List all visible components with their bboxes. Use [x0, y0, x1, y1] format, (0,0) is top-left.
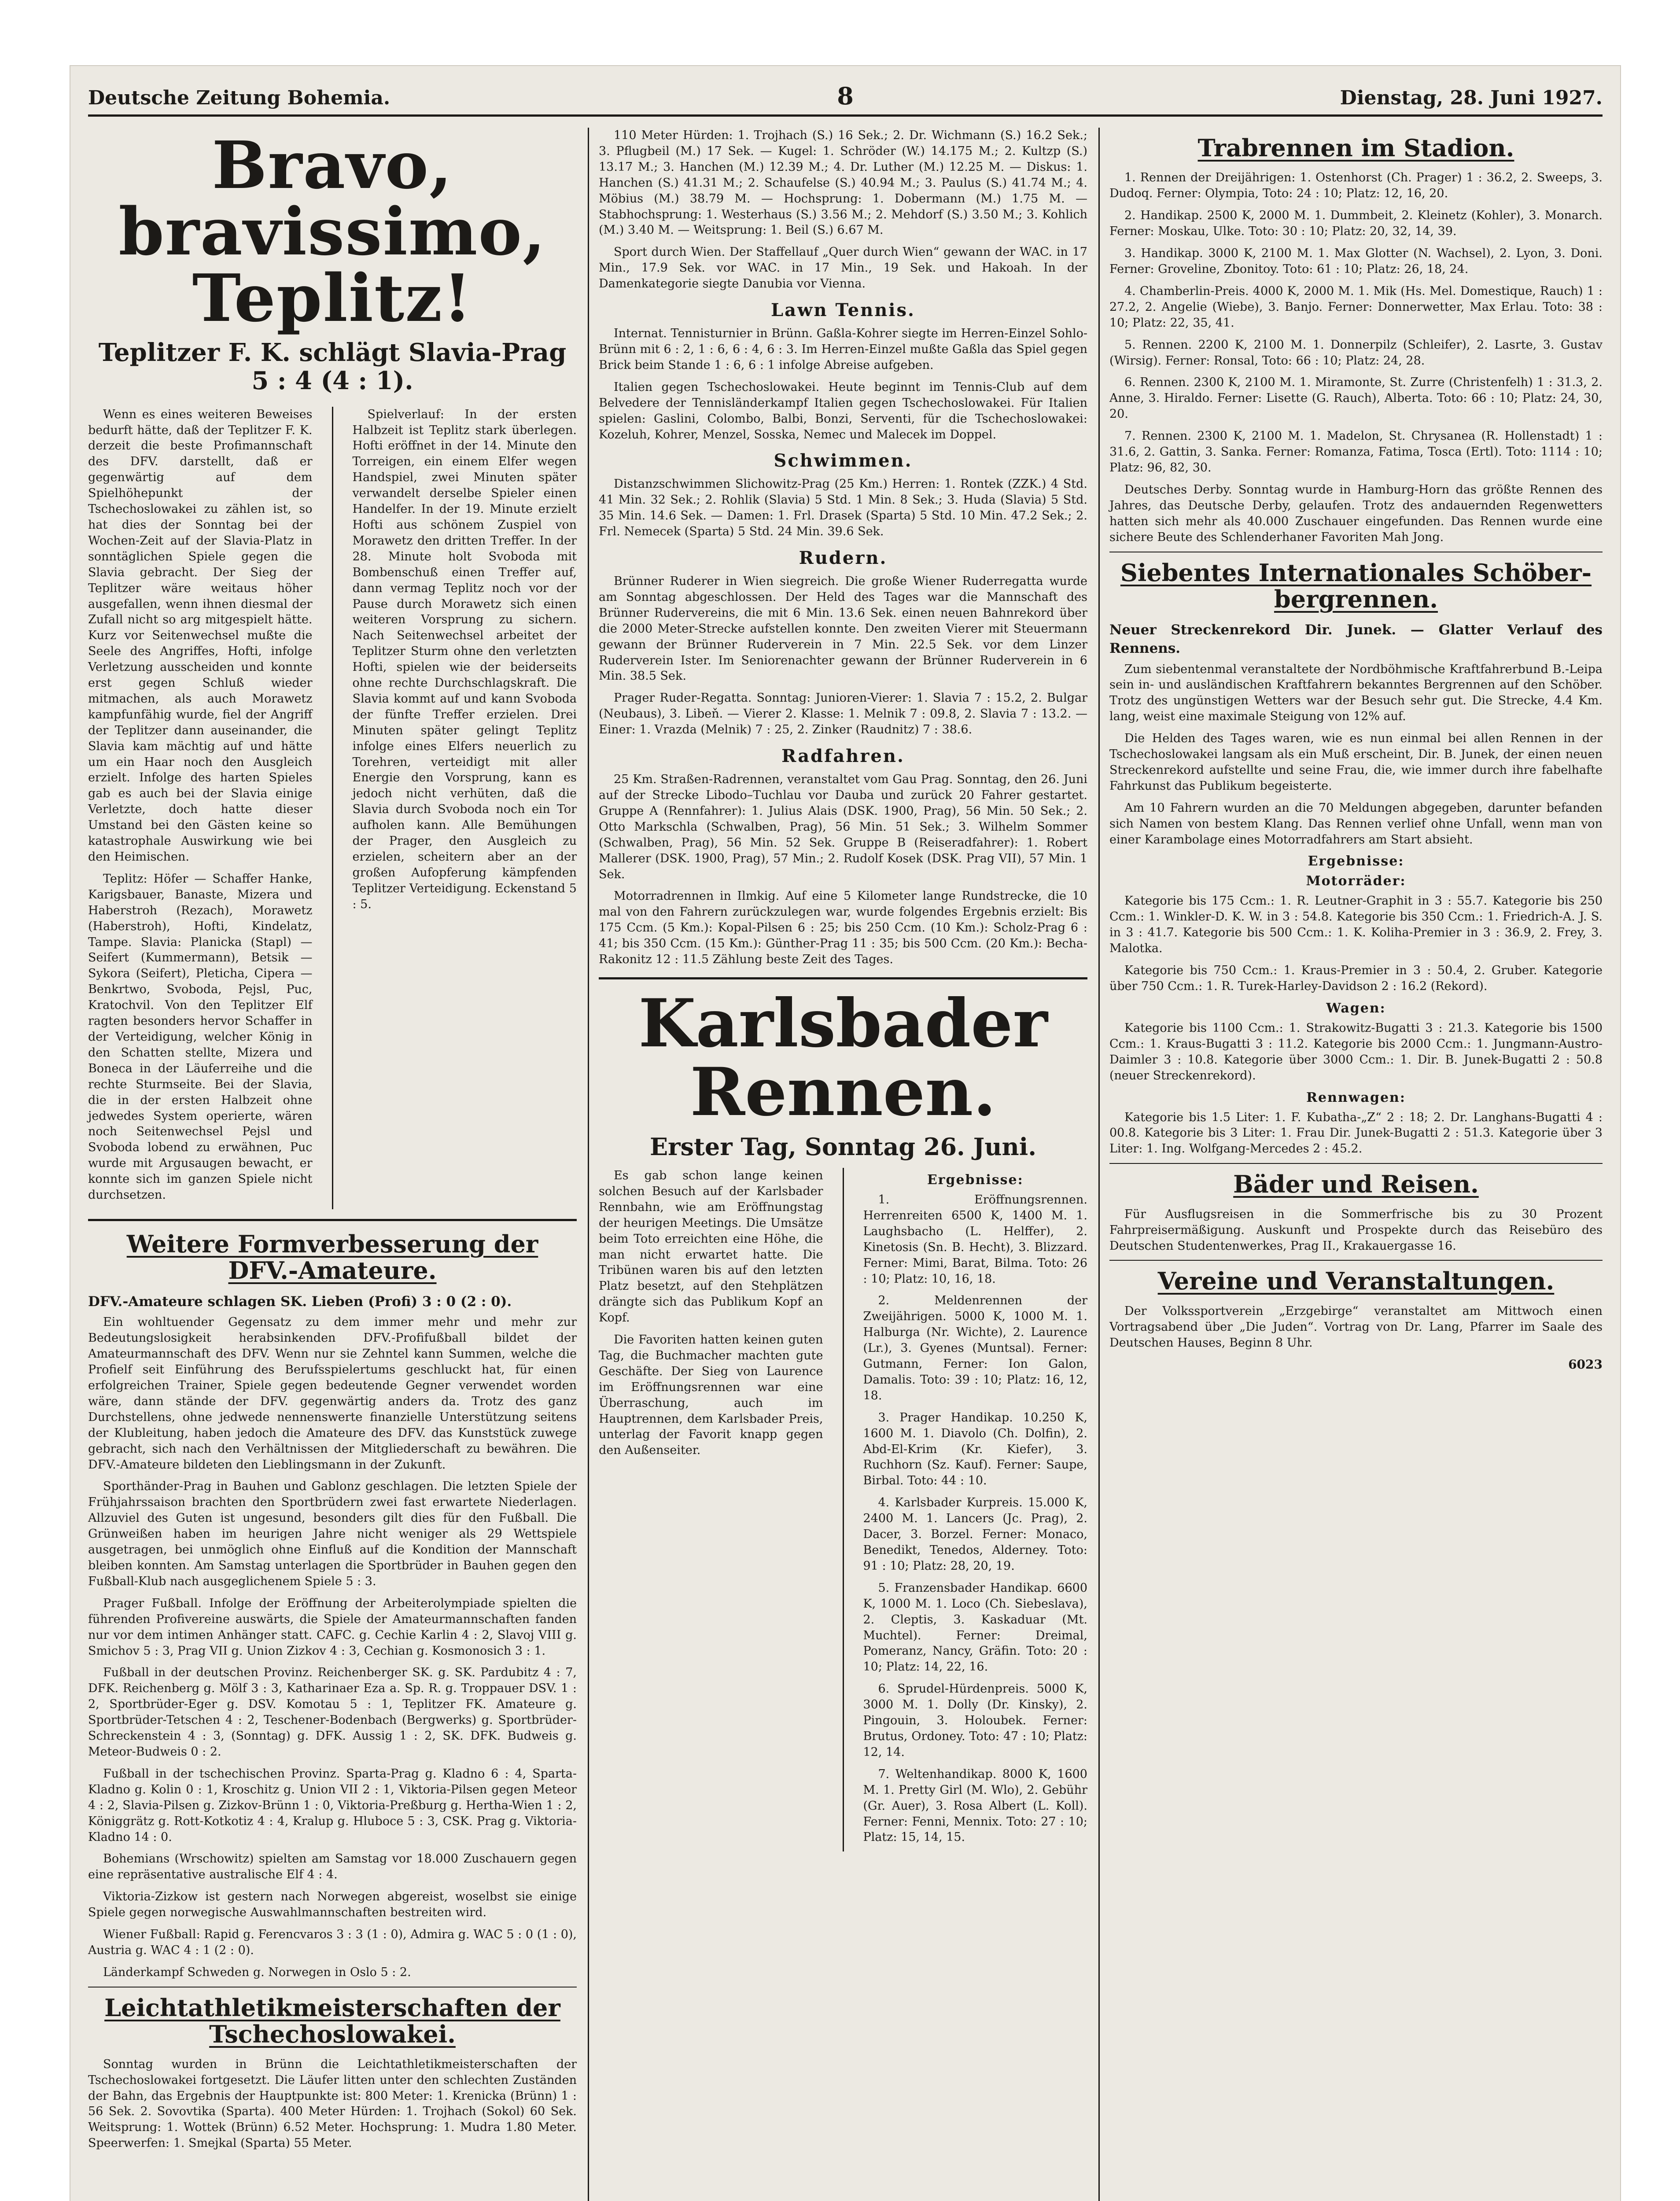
- sportbrueder-paragraph: Sporthänder-Prag in Bauhen und Gablonz geschlagen. Die letzten Spiele der Frühjahrssaison brachten den Sportbrüdern zwei fast erwartete Niederlagen. Allzuviel des Guten ist ungesund, besonders gilt dies für den Fußball. Die Grünweißen haben im heurigen Jahre nicht weniger als 29 Wettspiele ausgetragen, bei unmöglich ohne Einfluß auf die Kondition der Mannschaft bleiben konnten. Am Samstag unterlagen die Sportbrüder in Bauhen gegen den Fußball-Klub nach ausgeglichenem Spiele 5 : 3.: [88, 1480, 577, 1588]
- heading-lawn-tennis: Lawn Tennis.: [771, 300, 915, 321]
- newspaper-page: [70, 66, 1620, 2201]
- headline-trabrennen: Trabrennen im Stadion.: [1197, 134, 1514, 162]
- schoeber-ergebnisse-label: Ergebnisse:: [1308, 854, 1404, 869]
- masthead-date: Dienstag, 28. Juni 1927.: [1340, 87, 1603, 109]
- column-rule: [1098, 128, 1100, 2201]
- headline-karlsbader-rennen: Karlsbader Rennen.: [638, 984, 1048, 1131]
- karlsbad-race-6: 6. Sprudel-Hürdenpreis. 5000 K, 3000 M. 1. Dolly (Dr. Kinsky), 2. Pingouin, 3. Holoubek. Ferner: Brutus, Ordoney. Toto: 47 : 10; Platz: 12, 14.: [863, 1682, 1087, 1759]
- tennis-bruenn-paragraph: Internat. Tennisturnier in Brünn. Gaßla-Kohrer siegte im Herren-Einzel Sohlo-Brünn mit 6 : 2, 1 : 6, 6 : 4, 6 : 3. Im Herren-Einzel mußte Gaßla das Spiel gegen Brick beim Stande 1 : 6, 6 : 1 infolge Abreise aufgeben.: [599, 327, 1087, 372]
- trab-race-1: 1. Rennen der Dreijährigen: 1. Ostenhorst (Ch. Prager) 1 : 36.2, 2. Sweeps, 3. Dudoq. Ferner: Olympia, Toto: 24 : 10; Platz: 12, 16, 20.: [1109, 171, 1603, 201]
- trab-race-3: 3. Handikap. 3000 K, 2100 M. 1. Max Glotter (N. Wachsel), 2. Lyon, 3. Doni. Ferner: Groveline, Zbonitoy. Toto: 61 : 10; Platz: 26, 18, 24.: [1109, 247, 1603, 276]
- trab-race-2: 2. Handikap. 2500 K, 2000 M. 1. Dummbeit, 2. Kleinetz (Kohler), 3. Monarch. Ferner: Moskau, Ulke. Toto: 30 : 10; Platz: 20, 32, 14, 39.: [1109, 209, 1603, 239]
- heading-schwimmen: Schwimmen.: [774, 450, 913, 471]
- karlsbad-ergebnisse-label: Ergebnisse:: [927, 1172, 1024, 1188]
- headline-leichtathletik: Leichtathletikmeisterschaften der Tschechoslowakei.: [104, 1993, 560, 2049]
- subhead-karlsbader-rennen: Erster Tag, Sonntag 26. Juni.: [649, 1132, 1037, 1161]
- schoeber-wagen-label: Wagen:: [1326, 1000, 1386, 1016]
- karlsbad-race-7: 7. Weltenhandikap. 8000 K, 1600 M. 1. Pretty Girl (M. Wlo), 2. Gebühr (Gr. Auer), 3. Rosa Albert (L. Koll). Ferner: Fenni, Mennix. Toto: 27 : 10; Platz: 15, 14, 15.: [863, 1767, 1087, 1844]
- karlsbad-race-4: 4. Karlsbader Kurpreis. 15.000 K, 2400 M. 1. Lancers (Jc. Prag), 2. Dacer, 3. Borzel. Ferner: Monaco, Benedikt, Tenedos, Alderney. Toto: 91 : 10; Platz: 28, 20, 19.: [863, 1496, 1087, 1573]
- radrennen-paragraph: 25 Km. Straßen-Radrennen, veranstaltet vom Gau Prag. Sonntag, den 26. Juni auf der Strecke Libodo–Tuchlau vor Dauba und zurück 20 Fahrer gestartet. Gruppe A (Rennfahrer): 1. Julius Alais (DSK. 1900, Prag), 56 Min. 50 Sek.; 2. Otto Markschla (Schwalben, Prag), 56 Min. 51 Sek.; 3. Wilhelm Sommer (Schwalben, Prag), 56 Min. 52 Sek. Gruppe B (Reiseradfahrer): 1. Robert Mallerer (DSK. 1900, Prag), 57 Min.; 2. Rudolf Kosek (DSK. Prag VII), 57 Min. 1 Sek.: [599, 773, 1087, 881]
- schoeber-rennwagen-label: Rennwagen:: [1306, 1089, 1406, 1105]
- lede-schoeberrennen: Neuer Streckenrekord Dir. Junek. — Glatter Verlauf des Rennens.: [1109, 622, 1603, 656]
- teplitz-article: [88, 407, 577, 1209]
- trab-race-7: 7. Rennen. 2300 K, 2100 M. 1. Madelon, St. Chrysanea (R. Hollenstadt) 1 : 31.6, 2. Gattin, 3. Sanka. Ferner: Romanza, Fatima, Tosca (Ertl). Toto: 1114 : 10; Platz: 96, 82, 30.: [1109, 429, 1603, 475]
- rudern-wien-paragraph: Brünner Ruderer in Wien siegreich. Die große Wiener Ruderregatta wurde am Sonntag abgeschlossen. Der Held des Tages war die Mannschaft des Brünner Rudervereins, die mit 6 Min. 13.6 Sek. einen neuen Bahnrekord über die 2000 Meter-Strecke aufstellen konnte. Den zweiten Vierer mit Steuermann gewann der Brünner Ruderverein in 7 Min. 22.5 Sek. vor dem Linzer Ruderverein Ister. Im Seniorenachter gewann der Brünner Ruderverein in 6 Min. 38.5 Sek.: [599, 574, 1087, 683]
- dfv-paragraph: Ein wohltuender Gegensatz zu dem immer mehr und mehr zur Bedeutungslosigkeit herabsinkenden DFV.-Profifußball bildet der Amateurmannschaft des DFV. Wenn nur sie Zehntel kann Summen, welche die Profielf seit Einführung des Berufsspielertums geschluckt hat, für einen erfolgreichen Trainer, Spiele gegen bedeutende Gegner verwendet worden wäre, dann stände der DFV. gegenwärtig anders da. Trotz des ganz Durchstellens, ohne jedwede nennenswerte finanzielle Unterstützung seitens der Klubleitung, haben jedoch die Amateure des DFV. das Kunststück zuwege gebracht, sich nach den Verhältnissen der Mitgliederschaft zu bewähren. Die DFV.-Amateure bildeten den Lieblingsmann in der Zukunft.: [88, 1315, 577, 1472]
- prager-fussball-paragraph: Prager Fußball. Infolge der Eröffnung der Arbeiterolympiade spielten die führenden Profivereine auswärts, die Spiele der Amateurmannschaften fanden nur vor dem intimen Anhänger statt. CAFC. g. Cechie Karlin 4 : 2, Slavoj VIII g. Smichov 5 : 3, Prag VII g. Union Zizkov 4 : 3, Cechian g. Kosmonosich 3 : 1.: [88, 1596, 577, 1658]
- karlsbad-race-3: 3. Prager Handikap. 10.250 K, 1600 M. 1. Diavolo (Ch. Dolfin), 2. Abd-El-Krim (Kr. Kiefer), 3. Ruchhorn (Sz. Kauf). Ferner: Saupe, Birbal. Toto: 44 : 10.: [863, 1410, 1087, 1488]
- schoeber-rennwagen-results: Kategorie bis 1.5 Liter: 1. F. Kubatha-„Z“ 2 : 18; 2. Dr. Langhans-Bugatti 4 : 00.8. Kategorie bis 3 Liter: 1. Frau Dir. Junek-Bugatti 2 : 51.3. Kategorie über 3 Liter: 1. Ing. Wolfgang-Mercedes 2 : 45.2.: [1109, 1110, 1603, 1156]
- trab-race-5: 5. Rennen. 2200 K, 2100 M. 1. Donnerpilz (Schleifer), 2. Lasrte, 3. Gustav (Wirsig). Ferner: Ronsal, Toto: 66 : 10; Platz: 24, 28.: [1109, 338, 1603, 368]
- headline-baeder-reisen: Bäder und Reisen.: [1233, 1170, 1479, 1199]
- karlsbad-left: [599, 1168, 823, 1851]
- tennis-italien-paragraph: Italien gegen Tschechoslowakei. Heute beginnt im Tennis-Club auf dem Belvedere der Tennisländerkampf Italien gegen Tschechoslowakei. Für Italien spielen: Gaslini, Colombo, Balbi, Bonzi, Serventi, für die Tschechoslowakei: Kozeluh, Kohrer, Menzel, Sosska, Nemec und Malecek im Doppel.: [599, 380, 1087, 442]
- column-1: [88, 128, 577, 2201]
- wiener-fussball-paragraph: Wiener Fußball: Rapid g. Ferencvaros 3 : 3 (1 : 0), Admira g. WAC 5 : 0 (1 : 0), Austria g. WAC 4 : 1 (2 : 0).: [88, 1928, 577, 1957]
- section-divider: [599, 977, 1087, 979]
- headline-schoeberrennen: Siebentes Internationales Schöber-bergrennen.: [1120, 558, 1592, 613]
- karlsbad-race-2: 2. Meldenrennen der Zweijährigen. 5000 K, 1000 M. 1. Halburga (Nr. Wichte), 2. Laurence (Lr.), 3. Gyenes (Muntsal). Ferner: Gutmann, Ferner: Ion Galon, Damalis. Toto: 39 : 10; Platz: 16, 12, 18.: [863, 1294, 1087, 1402]
- schoeber-wagen-results: Kategorie bis 1100 Ccm.: 1. Strakowitz-Bugatti 3 : 21.3. Kategorie bis 1500 Ccm.: 1. Kraus-Bugatti 3 : 11.2. Kategorie bis 2000 Ccm.: 1. Jungmann-Austro-Daimler 3 : 10.8. Kategorie über 3000 Ccm.: 1. Dir. B. Junek-Bugatti 2 : 50.8 (neuer Streckenrekord).: [1109, 1021, 1603, 1082]
- teplitz-paragraph-1: Wenn es eines weiteren Beweises bedurft hätte, daß der Teplitzer F. K. derzeit die beste Profimannschaft des DFV. darstellt, daß er gegenwärtig auf dem Spielhöhepunkt der Tschechoslowakei zu zählen ist, so hat dies der Sonntag bei der Wochen-Zeit auf der Slavia-Platz in sonntäglichen Spiele gegen die Slavia gebracht. Der Sieg der Teplitzer wäre weitaus höher ausgefallen, wenn ihnen diesmal der Zufall nicht so arg mitgespielt hätte. Kurz vor Seitenwechsel mußte die Seele des Angriffes, Hofti, infolge Verletzung ausscheiden und konnte erst gegen Schluß wieder mitmachen, als auch Morawetz kampfunfähig wurde, fiel der Angriff der Teplitzer dann auseinander, die Slavia kam mächtig auf und hätte um ein Haar noch den Ausgleich erzielt. Infolge des harten Spieles gab es auch bei der Slavia einige Verletzte, doch hatte dieser Umstand bei den Gästen keine so katastrophale Auswirkung wie bei den Heimischen.: [88, 407, 313, 864]
- heading-radfahren: Radfahren.: [781, 746, 905, 767]
- vereine-paragraph: Der Volkssportverein „Erzgebirge“ veranstaltet am Mittwoch einen Vortragsabend über „Die Juden“. Vortrag von Dr. Lang, Pfarrer im Saale des Deutschen Hauses, Beginn 8 Uhr.: [1109, 1304, 1603, 1350]
- column-divider: [332, 407, 333, 1209]
- column-rule: [588, 128, 589, 2201]
- karlsbad-intro-paragraph: Es gab schon lange keinen solchen Besuch auf der Karlsbader Rennbahn, wie am Eröffnungstag der heurigen Meetings. Die Umsätze beim Toto erreichten eine Höhe, die man nicht erwartet hatte. Die Tribünen waren bis auf den letzten Platz besetzt, auf den Stehplätzen drängte sich das Publikum Kopf an Kopf.: [599, 1168, 823, 1325]
- section-divider: [88, 1987, 577, 1988]
- headline-dfv-amateure: Weitere Formverbesserung der DFV.-Amateure.: [126, 1229, 538, 1285]
- schoeber-paragraph-2: Die Helden des Tages waren, wie es nun einmal bei allen Rennen in der Tschechoslowakei langsam als ein Muß erscheint, Dir. B. Junek, der einen neuen Streckenrekord aufstellte und seine Frau, die, wie immer durch ihre fabelhafte Fahrkunst das Publikum begeisterte.: [1109, 732, 1603, 793]
- teplitz-paragraph-3: Spielverlauf: In der ersten Halbzeit ist Teplitz stark überlegen. Hofti eröffnet in der 14. Minute den Torreigen, ein einem Elfer wegen Handspiel, zwei Minuten später verwandelt derselbe Spieler einen Handelfer. In der 19. Minute erzielt Hofti aus schönem Zuspiel von Morawetz den dritten Treffer. In der 28. Minute holt Svoboda mit Bombenschuß einen Treffer auf, dann vermag Teplitz noch vor der Pause durch Morawetz sich einen weiteren Vorsprung zu sichern. Nach Seitenwechsel arbeitet der Teplitzer Sturm ohne den verletzten Hofti, spielen wie der beiderseits ohne rechte Durchschlagskraft. Die Slavia kommt auf und kann Svoboda der fünfte Treffer erzielen. Drei Minuten später gelingt Teplitz infolge eines Elfers neuerlich zu Torehren, verteidigt mit aller Energie den Vorsprung, kann es jedoch nicht verhüten, daß die Slavia durch Svoboda noch ein Tor aufholen kann. Alle Bemühungen der Prager, den Ausgleich zu erzielen, scheitern aber an der großen Aufopferung kämpfenden Teplitzer Verteidigung. Eckenstand 5 : 5.: [352, 407, 577, 911]
- teplitz-article-left: [88, 407, 313, 1209]
- section-divider: [1109, 1163, 1603, 1164]
- schoeber-paragraph-3: Am 10 Fahrern wurden an die 70 Meldungen abgegeben, darunter befanden sich Namen von bestem Klang. Das Rennen verlief ohne Unfall, wenn man von einer Karambolage eines Motorradfahrers am Start absieht.: [1109, 801, 1603, 847]
- headline-teplitz: Bravo, bravissimo, Teplitz!: [118, 127, 546, 336]
- schwimmen-paragraph: Distanzschwimmen Slichowitz-Prag (25 Km.) Herren: 1. Rontek (ZZK.) 4 Std. 41 Min. 32 Sek.; 2. Rohlik (Slavia) 5 Std. 1 Min. 8 Sek.; 3. Huda (Slavia) 5 Std. 35 Min. 14.6 Sek. — Damen: 1. Frl. Drasek (Sparta) 5 Std. 10 Min. 47.2 Sek.; 2. Frl. Nemecek (Sparta) 5 Std. 24 Min. 39.6 Sek.: [599, 477, 1087, 539]
- teplitz-paragraph-2: Teplitz: Höfer — Schaffer Hanke, Karigsbauer, Banaste, Mizera und Haberstroh (Rezach), Morawetz (Haberstroh), Hofti, Kindelatz, Tampe. Slavia: Planicka (Stapl) — Seifert (Kummermann), Betsik — Sykora (Seifert), Pleticha, Cipera — Benkrtwo, Svoboda, Pejsl, Puc, Kratochvil. Von den Teplitzer Elf ragten besonders hervor Schaffer in der Verteidigung, welcher König in den Schatten stellte, Mizera und Boneca in der Läuferreihe und die rechte Sturmseite. Bei der Slavia, die in der ersten Halbzeit ohne jedwedes System operierte, wären noch Seitenwechsel Pejsl und Svoboda lobend zu erwähnen, Puc wurde mit Argusaugen bewacht, er konnte sich im ganzen Spiele nicht durchsetzen.: [88, 872, 313, 1202]
- teplitz-article-right: [353, 407, 577, 1209]
- column-2: [599, 128, 1087, 2201]
- schoeber-motorrad-results-1: Kategorie bis 175 Ccm.: 1. R. Leutner-Graphit in 3 : 55.7. Kategorie bis 250 Ccm.: 1. Winkler-D. K. W. in 3 : 54.8. Kategorie bis 350 Ccm.: 1. Friedrich-A. J. S. in 3 : 41.7. Kategorie bis 500 Ccm.: 1. K. Koliha-Premier in 3 : 36.9, 2. Frey, 3. Malotka.: [1109, 894, 1603, 956]
- karlsbad-right: [863, 1168, 1088, 1851]
- column-divider: [843, 1168, 844, 1851]
- motorrad-paragraph: Motorradrennen in Ilmkig. Auf eine 5 Kilometer lange Rundstrecke, die 10 mal von den Fahrern zurückzulegen war, wurde folgendes Ergebnis erzielt: Bis 175 Ccm. (5 Km.): Kopal-Pilsen 6 : 25; bis 250 Ccm. (10 Km.): Scholz-Prag 6 : 41; bis 350 Ccm. (15 Km.): Günther-Prag 11 : 35; bis 500 Ccm. (20 Km.): Becha-Rakonitz 12 : 11.5 Zählung beste Zeit des Tages.: [599, 889, 1087, 967]
- column-3: [1109, 128, 1603, 2201]
- karlsbad-race-1: 1. Eröffnungsrennen. Herrenreiten 6500 K, 1400 M. 1. Laughsbacho (L. Helffer), 2. Kinetosis (Sn. B. Hecht), 3. Blizzard. Ferner: Mimi, Barat, Bilma. Toto: 26 : 10; Platz: 10, 16, 18.: [863, 1193, 1087, 1286]
- karlsbad-favoriten-paragraph: Die Favoriten hatten keinen guten Tag, die Buchmacher machten gute Geschäfte. Der Sieg von Laurence im Eröffnungsrennen war eine Überraschung, auch im Hauptrennen, dem Karlsbader Preis, unterlag der Favorit knapp gegen den Außenseiter.: [599, 1333, 823, 1458]
- deutsche-provinz-paragraph: Fußball in der deutschen Provinz. Reichenberger SK. g. SK. Pardubitz 4 : 7, DFK. Reichenberg g. Mölf 3 : 3, Katharinaer Eza a. Sp. R. g. Troppauer DSV. 1 : 2, Sportbrüder-Eger g. DSV. Komotau 5 : 1, Teplitzer FK. Amateure g. Sportbrüder-Tetschen 4 : 2, Teschener-Bodenbach (Bergwerks) g. Sportbrüder-Schreckenstein 4 : 3, (Sonntag) g. DFK. Aussig 1 : 2, SK. DFK. Budweis g. Meteor-Budweis 0 : 2.: [88, 1666, 577, 1759]
- viktoria-paragraph: Viktoria-Zizkow ist gestern nach Norwegen abgereist, woselbst sie einige Spiele gegen norwegische Auswahlmannschaften bestreiten wird.: [88, 1890, 577, 1920]
- masthead-page-number: 8: [837, 82, 854, 110]
- masthead-paper-name: Deutsche Zeitung Bohemia.: [88, 87, 391, 109]
- lede-dfv-amateure: DFV.-Amateure schlagen SK. Lieben (Profi) 3 : 0 (2 : 0).: [88, 1293, 512, 1310]
- heading-rudern: Rudern.: [799, 548, 888, 569]
- tschechische-provinz-paragraph: Fußball in der tschechischen Provinz. Sparta-Prag g. Kladno 6 : 4, Sparta-Kladno g. Kolin 0 : 1, Kroschitz g. Union VII 2 : 1, Viktoria-Pilsen gegen Meteor 4 : 2, Slavia-Pilsen g. Zizkov-Brünn 1 : 0, Viktoria-Preßburg g. Hertha-Wien 1 : 2, Königgrätz g. Rott-Kotkotiz 4 : 4, Kralup g. Hluboce 5 : 3, CSK. Prag g. Viktoria-Kladno 14 : 0.: [88, 1767, 577, 1844]
- headline-vereine: Vereine und Veranstaltungen.: [1157, 1267, 1555, 1296]
- subhead-teplitz-score: Teplitzer F. K. schlägt Slavia-Prag 5 : 4 (4 : 1).: [98, 338, 567, 396]
- rudern-prag-paragraph: Prager Ruder-Regatta. Sonntag: Junioren-Vierer: 1. Slavia 7 : 15.2, 2. Bulgar (Neubaus), 3. Libeň. — Vierer 2. Klasse: 1. Melnik 7 : 09.8, 2. Slavia 7 : 13.2. — Einer: 1. Vrazda (Melnik) 7 : 25, 2. Zinker (Raudnitz) 7 : 38.6.: [599, 691, 1087, 737]
- karlsbad-race-5: 5. Franzensbader Handikap. 6600 K, 1000 M. 1. Loco (Ch. Siebeslava), 2. Cleptis, 3. Kaskaduar (Mt. Muchtel). Ferner: Dreimal, Pomeranz, Nancy, Gräfin. Toto: 20 : 10; Platz: 14, 22, 16.: [863, 1581, 1087, 1674]
- leichtathletik-paragraph: Sonntag wurden in Brünn die Leichtathletikmeisterschaften der Tschechoslowakei fortgesetzt. Die Läufer litten unter den schlechten Zuständen der Bahn, das Ergebnis der Hauptpunkte ist: 800 Meter: 1. Krenicka (Brünn) 1 : 56 Sek. 2. Sovovtika (Sparta). 400 Meter Hürden: 1. Trojhach (Sokol) 60 Sek. Weitsprung: 1. Wottek (Brünn) 6.52 Meter. Hochsprung: 1. Mudra 1.80 Meter. Speerwerfen: 1. Smejkal (Sparta) 55 Meter.: [88, 2057, 577, 2150]
- bohemians-paragraph: Bohemians (Wrschowitz) spielten am Samstag vor 18.000 Zuschauern gegen eine repräsentative australische Elf 4 : 4.: [88, 1852, 577, 1882]
- section-divider: [1109, 1260, 1603, 1261]
- laenderkampf-paragraph: Länderkampf Schweden g. Norwegen in Oslo 5 : 2.: [103, 1965, 411, 1979]
- section-divider: [88, 1219, 577, 1221]
- masthead: [88, 79, 1603, 117]
- baeder-paragraph: Für Ausflugsreisen in die Sommerfrische bis zu 30 Prozent Fahrpreisermäßigung. Auskunft und Prospekte durch das Reisebüro des Deutschen Studentenwerkes, Prag II., Krakauergasse 16.: [1109, 1207, 1603, 1253]
- schoeber-motorrad-results-2: Kategorie bis 750 Ccm.: 1. Kraus-Premier in 3 : 50.4, 2. Gruber. Kategorie über 750 Ccm.: 1. R. Turek-Harley-Davidson 2 : 16.2 (Rekord).: [1109, 964, 1603, 993]
- derby-paragraph: Deutsches Derby. Sonntag wurde in Hamburg-Horn das größte Rennen des Jahres, das Deutsche Derby, gelaufen. Trotz des andauernden Regenwetters hatten sich mehr als 40.000 Zuschauer eingefunden. Das Rennen wurde eine sichere Beute des Schlenderhaner Favoriten Mah Jong.: [1109, 482, 1603, 544]
- karlsbad-article: [599, 1168, 1087, 1851]
- schoeber-motorraeder-label: Motorräder:: [1306, 873, 1406, 889]
- footer-code: 6023: [1568, 1357, 1603, 1372]
- trab-race-6: 6. Rennen. 2300 K, 2100 M. 1. Miramonte, St. Zurre (Christenfelh) 1 : 31.3, 2. Anne, 3. Hiraldo. Ferner: Lisette (G. Rauch), Alberta. Toto: 66 : 10; Platz: 24, 30, 20.: [1109, 375, 1603, 421]
- quer-durch-wien-paragraph: Sport durch Wien. Der Staffellauf „Quer durch Wien“ gewann der WAC. in 17 Min., 17.9 Sek. vor WAC. in 17 Min., 19 Sek. und Hakoah. In der Damenkategorie siegte Danubia vor Vienna.: [599, 245, 1087, 291]
- trab-race-4: 4. Chamberlin-Preis. 4000 K, 2000 M. 1. Mik (Hs. Mel. Domestique, Rauch) 1 : 27.2, 2. Angelie (Wiebe), 3. Banjo. Ferner: Donnerwetter, Max Erlau. Toto: 38 : 10; Platz: 22, 35, 41.: [1109, 284, 1603, 330]
- schoeber-paragraph-1: Zum siebentenmal veranstaltete der Nordböhmische Kraftfahrerbund B.-Leipa sein in- und ausländischen Kraftfahrern bekanntes Bergrennen auf den Schöber. Trotz des ungünstigen Wetters war der Besuch sehr gut. Die Strecke, 4.4 Km. lang, weist eine maximale Steigung von 12% auf.: [1109, 662, 1603, 724]
- results-110m-paragraph: 110 Meter Hürden: 1. Trojhach (S.) 16 Sek.; 2. Dr. Wichmann (S.) 16.2 Sek.; 3. Pflugbeil (M.) 17 Sek. — Kugel: 1. Schröder (W.) 14.175 M.; 2. Kultzp (S.) 13.17 M.; 3. Hanchen (M.) 12.39 M.; 4. Dr. Luther (M.) 12.25 M. — Diskus: 1. Hanchen (S.) 41.31 M.; 2. Schaufelse (S.) 40.94 M.; 3. Paulus (S.) 41.74 M.; 4. Möbius (M.) 38.79 M. — Hochsprung: 1. Dobermann (M.) 1.75 M. — Stabhochsprung: 1. Westerhaus (S.) 3.56 M.; 2. Mehdorf (S.) 3.50 M.; 3. Kohlich (M.) 3.40 M. — Weitsprung: 1. Beil (S.) 6.67 M.: [599, 129, 1087, 237]
